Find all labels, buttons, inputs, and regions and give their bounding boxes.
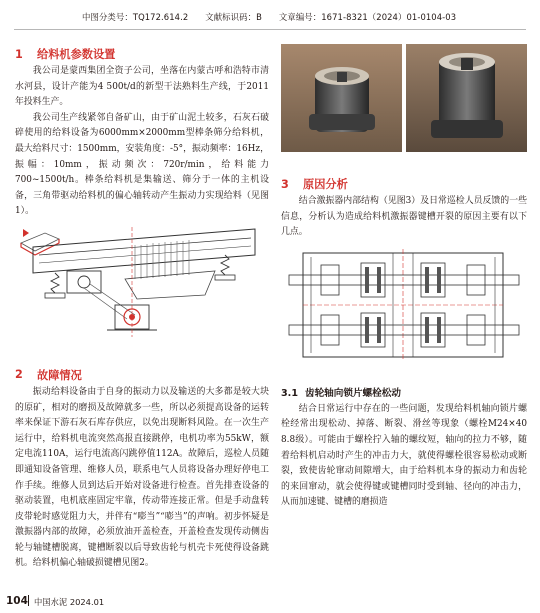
paragraph: 结合激振器内部结构（见图3）及日常巡检人员反馈的一些信息，分析认为造成给料机激振器键槽开裂的原因主要有以下几点。 xyxy=(281,196,527,238)
section-3-heading xyxy=(281,176,527,192)
section-title: 原因分析 xyxy=(303,178,348,191)
subsection-3-1-heading xyxy=(281,386,527,401)
figure-3-caption xyxy=(281,369,527,383)
subsection-title: 齿轮轴向锁片螺栓松动 xyxy=(305,387,401,399)
feeder-structure-drawing xyxy=(15,225,269,339)
figure-2 xyxy=(281,44,527,152)
paragraph: 我公司生产线紧邻自备矿山，由于矿山泥土较多，石灰石破碎使用的给料设备为6000mm×2000mm型棒条筛分给料机，最大给料尺寸：1500mm，安装角度：-5°，振动频率：16Hz，振幅：10mm，振动频次：720r/min，给料能力700~1500t/h。棒条给料机是集输送、筛分于一体的主机设备，三角带驱动给料机的偏心轴转动产生振动力实现给料（见图1）。 xyxy=(15,112,269,217)
figure-1 xyxy=(15,225,269,339)
section-number: 1 xyxy=(15,47,23,61)
subsection-number: 3.1 xyxy=(281,387,298,399)
section-number: 3 xyxy=(281,177,289,191)
page-number: 104 xyxy=(6,595,28,607)
figure-3 xyxy=(281,245,527,365)
page-header xyxy=(0,0,540,34)
header-rule xyxy=(14,29,526,30)
figure-2-caption xyxy=(281,156,527,170)
page-footer xyxy=(0,589,540,613)
section-title: 给料机参数设置 xyxy=(37,48,116,61)
section-title: 故障情况 xyxy=(37,368,82,382)
footer-divider xyxy=(28,595,29,606)
section-2-heading xyxy=(15,367,269,383)
section-number: 2 xyxy=(15,368,23,382)
paragraph: 我公司是蒙西集团全资子公司，坐落在内蒙古呼和浩特市清水河县，设计产能为4 500t/d的新型干法熟料生产线，于2011年投料生产。 xyxy=(15,66,269,108)
journal-name: 中国水泥 2024.01 xyxy=(34,597,105,607)
right-column xyxy=(281,38,527,511)
broken-keyway-photo xyxy=(281,44,527,152)
article-meta: 中图分类号：TQ172.614.2 文献标识码：B 文章编号：1671-8321（2024）01-0104-03 xyxy=(82,12,457,22)
paragraph: 振动给料设备由于自身的振动力以及输送的大多都是较大块的原矿，相对的磨损及故障就多一些，所以必须提高设备的运转率来保证下游石灰石库存供应，以免出现断料风险。在一次生产运行中，给料机电流突然高报直接跳停，电机功率为55kW，额定电流110A，运行电流高闪跳停值112A。故障后，巡检人员随即通知设备管理、维修人员，联系电气人员将设备办理好停电工作手续。维修人员到达后开始对设备进行检查。首先排查设备的驱动装置，电机底座固定牢靠，传动带连接正常。但是手动盘转皮带轮时感觉阻力大，并伴有“嘭当”“嘭当”的声响。初步怀疑是激振器内部的故障，必须放油开盖检查，开盖检查发现传动侧齿轮与轴键槽脱离，键槽断裂以后导致齿轮与机壳卡死使得设备跳机。给料机偏心轴破损键槽见图2。 xyxy=(15,386,269,569)
exciter-internal-drawing xyxy=(281,245,527,365)
paragraph: 结合日常运行中存在的一些问题，发现给料机轴向锁片螺栓经常出现松动、掉落、断裂、滑丝等现象（螺栓M24×40 8.8级）。可能由于螺栓拧入轴的螺纹短，轴向的拉力不够，随着给料机启动时产生的冲击力大，就使得螺栓很容易松动或断裂，致使齿轮窜动间隙增大，由于给料机本身的振动力和齿轮的来回窜动，就会使得键或键槽同时受到轴、径向的冲击力，从而加速键、键槽的磨损造 xyxy=(281,403,527,508)
figure-1-caption xyxy=(15,345,269,359)
left-column xyxy=(15,46,269,572)
section-1-heading xyxy=(15,46,269,62)
